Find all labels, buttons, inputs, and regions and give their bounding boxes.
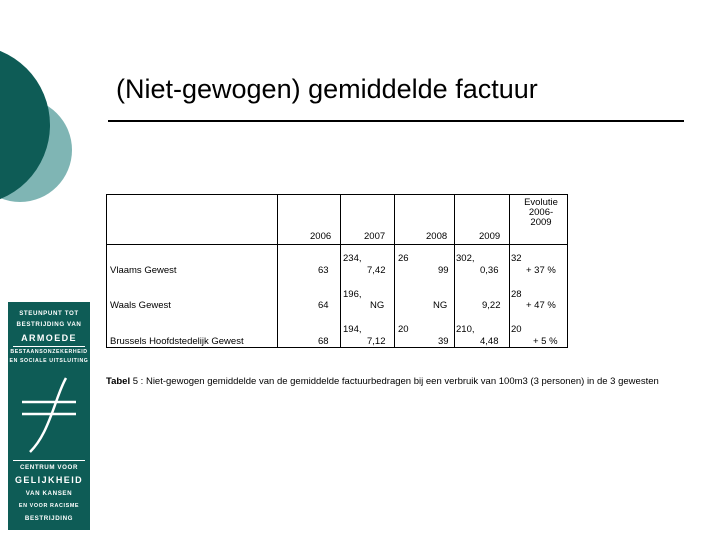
header-evolutie-line1: Evolutie bbox=[524, 197, 558, 208]
row-evol-b: + 37 % bbox=[526, 265, 556, 276]
caption-label: Tabel bbox=[106, 376, 131, 387]
logo-line: BESTRIJDING bbox=[24, 515, 74, 522]
row-2008-b: 99 bbox=[438, 265, 449, 276]
row-2009-b: 9,22 bbox=[482, 300, 501, 311]
logo-line: GELIJKHEID bbox=[14, 475, 83, 485]
row-evol-a: 32 bbox=[511, 253, 522, 264]
logo-line: BESTRIJDING VAN bbox=[16, 321, 82, 328]
logo-divider bbox=[13, 460, 85, 461]
row-2008-b: 39 bbox=[438, 336, 449, 347]
row-2009-b: 4,48 bbox=[480, 336, 499, 347]
header-evolutie-line3: 2009 bbox=[530, 217, 552, 228]
logo-line: ARMOEDE bbox=[21, 333, 77, 343]
table-col-divider bbox=[509, 195, 510, 347]
header-2008: 2008 bbox=[426, 231, 448, 242]
row-2008-b: NG bbox=[433, 300, 448, 311]
row-2008-a: 26 bbox=[398, 253, 409, 264]
decorative-circles bbox=[0, 0, 100, 320]
row-region: Waals Gewest bbox=[110, 300, 171, 311]
row-2008-a: 20 bbox=[398, 324, 409, 335]
logo-line: STEUNPUNT TOT bbox=[19, 310, 79, 317]
row-2007-b: NG bbox=[370, 300, 385, 311]
row-2006: 64 bbox=[318, 300, 329, 311]
header-evolutie-line2: 2006- bbox=[528, 207, 554, 218]
table-col-divider bbox=[277, 195, 278, 347]
row-evol-a: 20 bbox=[511, 324, 522, 335]
row-evol-b: + 5 % bbox=[533, 336, 558, 347]
row-2006: 68 bbox=[318, 336, 329, 347]
logo-line: BESTAANSONZEKERHEID bbox=[10, 349, 88, 355]
logo-line: VAN KANSEN bbox=[25, 490, 73, 497]
row-2006: 63 bbox=[318, 265, 329, 276]
row-2007-a: 234, bbox=[343, 253, 362, 264]
table-header-divider bbox=[107, 244, 567, 245]
row-region: Brussels Hoofdstedelijk Gewest bbox=[110, 336, 244, 347]
logo-line: EN VOOR RACISME bbox=[18, 503, 80, 509]
logo-line: CENTRUM VOOR bbox=[19, 464, 79, 471]
header-2006: 2006 bbox=[310, 231, 332, 242]
row-evol-b: + 47 % bbox=[526, 300, 556, 311]
caption-number: 5 bbox=[130, 376, 139, 387]
row-region: Vlaams Gewest bbox=[110, 265, 177, 276]
row-evol-a: 28 bbox=[511, 289, 522, 300]
row-2007-a: 194, bbox=[343, 324, 362, 335]
row-2007-a: 196, bbox=[343, 289, 362, 300]
row-2007-b: 7,42 bbox=[367, 265, 386, 276]
caption-text: : Niet-gewogen gemiddelde van de gemiddelde factuurbedragen bij een verbruik van 100m3 (3 personen) in de 3 gewesten bbox=[138, 376, 659, 387]
row-2009-a: 210, bbox=[456, 324, 475, 335]
row-2009-a: 302, bbox=[456, 253, 475, 264]
header-2009: 2009 bbox=[479, 231, 501, 242]
organization-logo bbox=[8, 302, 90, 530]
title-underline bbox=[108, 120, 684, 122]
table-col-divider bbox=[394, 195, 395, 347]
logo-divider bbox=[13, 346, 85, 347]
table-col-divider bbox=[454, 195, 455, 347]
slide-title: (Niet-gewogen) gemiddelde factuur bbox=[116, 74, 538, 104]
header-2007: 2007 bbox=[364, 231, 386, 242]
row-2007-b: 7,12 bbox=[367, 336, 386, 347]
logo-line: EN SOCIALE UITSLUITING bbox=[9, 358, 89, 364]
table-caption bbox=[106, 376, 659, 387]
equality-symbol-icon bbox=[14, 372, 84, 456]
header-evolutie bbox=[516, 198, 566, 228]
row-2009-b: 0,36 bbox=[480, 265, 499, 276]
table-col-divider bbox=[340, 195, 341, 347]
